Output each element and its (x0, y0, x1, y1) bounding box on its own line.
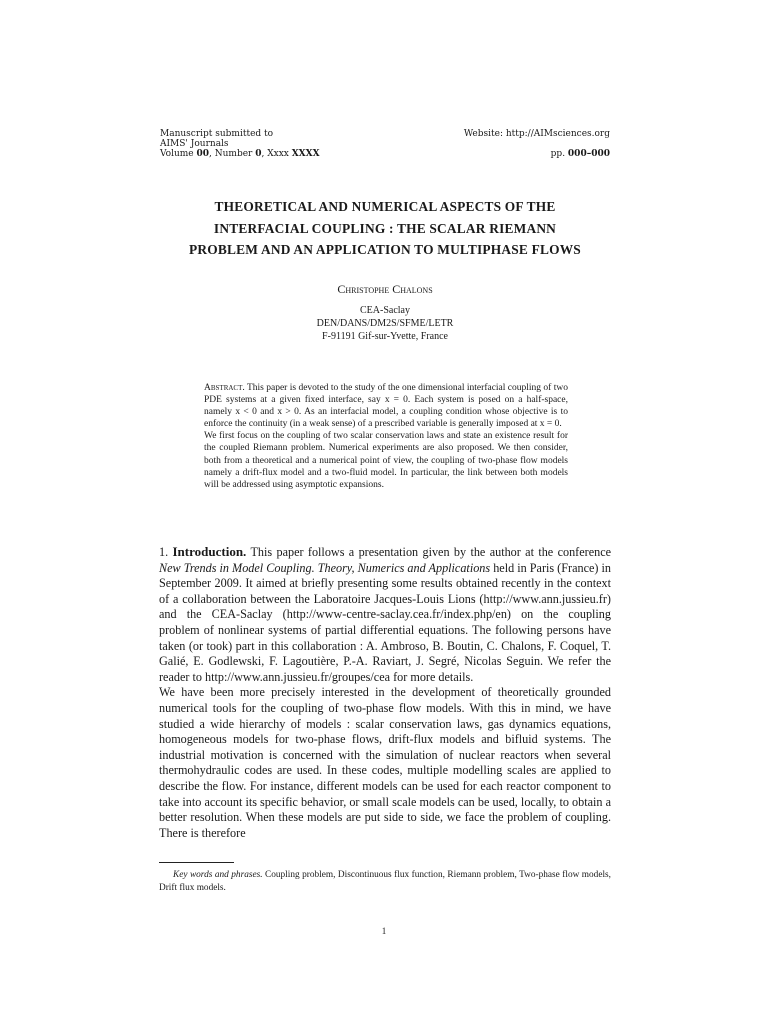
volume-line: Volume 00, Number 0, Xxxx XXXX (160, 149, 320, 159)
footnote (159, 869, 611, 894)
manuscript-line: Manuscript submitted to (160, 129, 274, 139)
affiliation-line-3: F-91191 Gif-sur-Yvette, France (322, 331, 448, 342)
affiliation-line-1: CEA-Saclay (360, 305, 410, 316)
website-header (464, 129, 610, 159)
title-line-1: THEORETICAL AND NUMERICAL ASPECTS OF THE (214, 199, 556, 214)
journal-name: AIMS' Journals (160, 139, 229, 149)
volume-number: 00 (196, 149, 210, 159)
page-range: 000–000 (567, 149, 610, 159)
paper-title (140, 196, 630, 261)
footnote-rule (159, 862, 234, 863)
section-title: Introduction. (172, 544, 247, 559)
affiliation (140, 304, 630, 343)
keywords-label: Key words and phrases. (173, 870, 263, 880)
affiliation-line-2: DEN/DANS/DM2S/SFME/LETR (316, 318, 454, 329)
abstract-paragraph-2: We first focus on the coupling of two scalar conservation laws and state an existence result for the coupled Riemann problem. Numerical experiments are also proposed. We then consider, both from a theoretical and a numerical point of view, the coupling of two-phase flow models namely a drift-flux model and a two-fluid model. In particular, the link between both models will be addressed using asymptotic expansions. (204, 431, 568, 490)
intro-paragraph-1: 1. Introduction. This paper follows a presentation given by the author at the conference New Trends in Model Coupling. Theory, Numerics and Applications held in Paris (France) in September 2009. It aimed at briefly presenting some results obtained recently in the context of a collaboration between the Laboratoire Jacques-Louis Lions (http://www.ann.jussieu.fr) and the CEA-Saclay (http://www-centre-saclay.cea.fr/index.php/en) on the coupling problem of nonlinear systems of partial differential equations. The following persons have taken (or took) part in this collaboration : A. Ambroso, B. Boutin, C. Chalons, F. Coquel, T. Galié, E. Godlewski, F. Lagoutière, P.-A. Raviart, J. Segré, Nicolas Seguin. We refer the reader to http://www.ann.jussieu.fr/groupes/cea for more details. (159, 544, 612, 684)
journal-header (160, 129, 320, 159)
abstract (204, 382, 568, 491)
intro-paragraph-2: We have been more precisely interested in the development of theoretically grounded numerical tools for the coupling of two-phase flow models. With this in mind, we have studied a wide hierarchy of models : scalar conservation laws, gas dynamics equations, homogeneous models for two-phase flows, drift-flux models and bifluid systems. The industrial motivation is concerned with the simulation of nuclear reactors when several thermohydraulic codes are used. In these codes, multiple modelling scales are applied to describe the flow. For instance, different models can be used for each reactor component to take into account its specific behavior, or small scale models can be used, locally, to obtain a better resolution. When these models are put side to side, we face the problem of coupling. There is therefore (159, 685, 611, 840)
pages-line: pp. 000–000 (550, 149, 610, 159)
abstract-paragraph-1: Abstract. This paper is devoted to the study of the one dimensional interfacial coupling of two PDE systems at a given fixed interface, say x = 0. Each system is posed on a half-space, namely x < 0 and x > 0. As an interfacial model, a coupling condition whose objective is to enforce the continuity (in a weak sense) of a prescribed variable is generally imposed at x = 0. (204, 383, 568, 430)
section-number: 1. (159, 545, 169, 559)
website-line: Website: http://AIMsciences.org (463, 129, 610, 139)
year: XXXX (291, 149, 320, 159)
title-line-3: PROBLEM AND AN APPLICATION TO MULTIPHASE FLOWS (189, 242, 581, 257)
page-number: 1 (381, 926, 387, 936)
title-line-2: INTERFACIAL COUPLING : THE SCALAR RIEMANN (213, 220, 557, 236)
issue-number: 0 (255, 149, 262, 159)
author-name: Christophe Chalons (337, 282, 433, 296)
conference-name: New Trends in Model Coupling. Theory, Numerics and Applications (159, 560, 491, 575)
abstract-label: Abstract. (204, 383, 245, 393)
introduction-section (159, 544, 611, 841)
keywords-text: Coupling problem, Discontinuous flux function, Riemann problem, Two-phase flow models, Drift flux models. (159, 870, 611, 893)
